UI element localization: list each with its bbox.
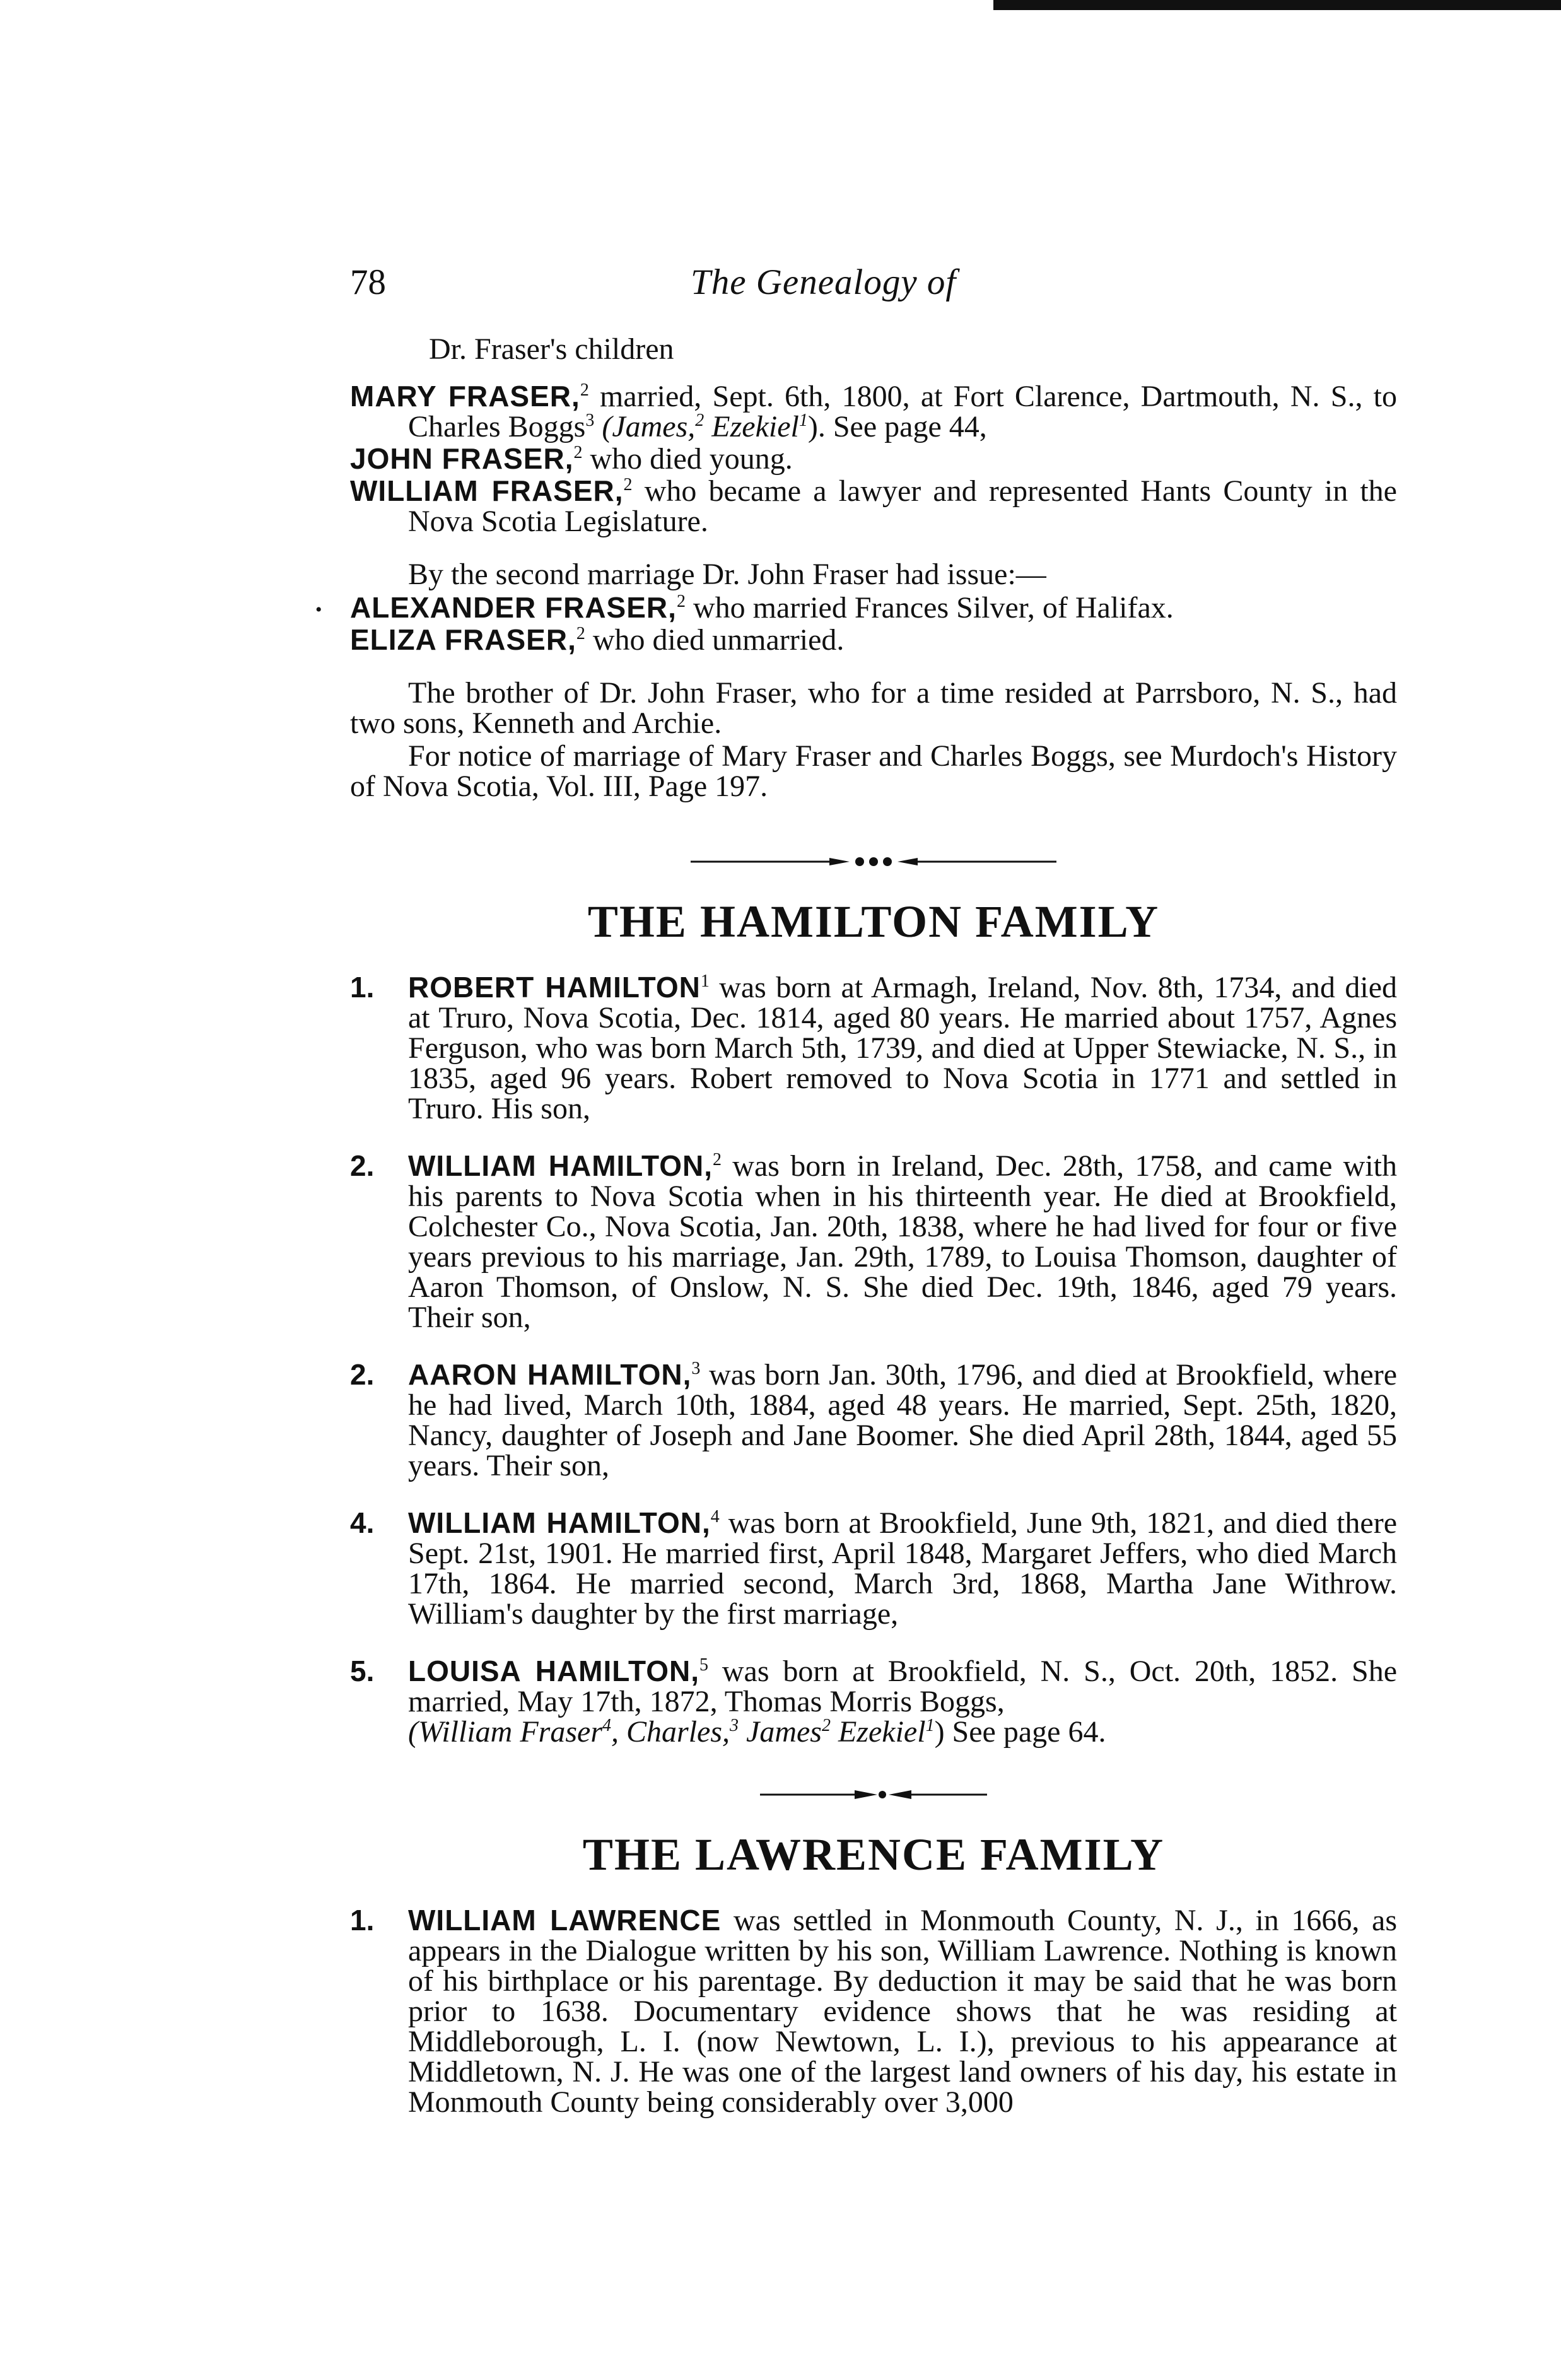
person-name: AARON HAMILTON, — [408, 1358, 692, 1391]
lineage-italic: (William Fraser — [408, 1715, 602, 1749]
entry-text: who married Frances Silver, of Halifax. — [685, 591, 1174, 624]
lineage-italic: (James, — [594, 410, 696, 443]
generation-sup: 1 — [925, 1716, 935, 1735]
entry-number: 1. — [350, 1904, 375, 1937]
page-body — [350, 328, 1397, 2144]
entry-text: was born Jan. 30th, 1796, and died at Brookfield, where he had lived, March 10th, 1884, aged 48 years. He married, Sept. 25th, 1820, Nancy, daughter of Joseph and Jane Boomer. She died April 28th, 1844, aged 55 years. Their son, — [408, 1358, 1397, 1482]
entry-text: who died unmarried. — [585, 623, 845, 657]
person-name: ELIZA FRASER, — [350, 623, 576, 656]
generation-sup: 3 — [691, 1359, 701, 1378]
hamilton-entry-william-2 — [350, 1508, 1397, 1629]
person-name: LOUISA HAMILTON, — [408, 1655, 700, 1687]
entry-text: was born at Armagh, Ireland, Nov. 8th, 1734, and died at Truro, Nova Scotia, Dec. 1814, aged 80 years. He married about 1757, Agnes Ferguson, who was born March 5th, 1739, and died at Upper Stewiacke, N. S., in 1835, aged 96 years. Robert removed to Nova Scotia in 1771 and settled in Truro. His son, — [408, 971, 1397, 1125]
section-ornament — [684, 1785, 1063, 1804]
generation-sup: 2 — [576, 624, 585, 643]
hamilton-entry-aaron — [350, 1359, 1397, 1481]
fraser-child-william — [350, 476, 1397, 537]
lawrence-family-title: THE LAWRENCE FAMILY — [582, 1829, 1165, 1880]
entry-text: was born at Brookfield, June 9th, 1821, and died there Sept. 21st, 1901. He married first, April 1848, Margaret Jeffers, who died March 17th, 1864. He married second, March 3rd, 1868, Martha Jane Withrow. William's daughter by the first marriage, — [408, 1506, 1397, 1631]
generation-sup: 2 — [821, 1716, 831, 1735]
generation-sup: 1 — [700, 971, 710, 991]
generation-sup: 2 — [580, 380, 589, 400]
entry-text: married, Sept. 6th, 1800, at Fort Clarence, Dartmouth, N. S., to Charles Boggs — [408, 380, 1397, 443]
brother-paragraph: The brother of Dr. John Fraser, who for a time resided at Parrsboro, N. S., had two sons, Kenneth and Archie. — [350, 676, 1397, 740]
entry-tail: ). See page 44, — [807, 410, 987, 443]
person-name: WILLIAM FRASER, — [350, 474, 624, 507]
entry-number: 1. — [350, 971, 375, 1004]
entry-number: 2. — [350, 1358, 375, 1391]
generation-sup: 2 — [623, 475, 633, 495]
fraser-child-john — [350, 443, 1397, 474]
person-name: WILLIAM HAMILTON, — [408, 1506, 711, 1539]
lineage-italic: Ezekiel — [704, 410, 799, 443]
entry-text: who became a lawyer and represented Hants County in the Nova Scotia Legislature. — [408, 474, 1397, 538]
hamilton-entry-louisa — [350, 1656, 1397, 1747]
entry-text: who died young. — [582, 442, 793, 476]
person-name: WILLIAM HAMILTON, — [408, 1149, 713, 1182]
person-name: JOHN FRASER, — [350, 442, 574, 475]
page-header — [350, 255, 1384, 312]
generation-sup: 2 — [676, 592, 686, 611]
generation-sup: 2 — [695, 411, 704, 430]
entry-text: was settled in Monmouth County, N. J., in 1666, as appears in the Dialogue written by his son, William Lawrence. Nothing is known of his birthplace or his parentage. By deduction it may be said that he was born prior to 1638. Documentary evidence shows that he was residing at Middleborough, L. I. (now Newtown, L. I.), previous to his appearance at Middletown, N. J. He was one of the largest land owners of his day, his estate in Monmouth County being considerably over 3,000 — [408, 1904, 1397, 2119]
person-name: ALEXANDER FRASER, — [350, 591, 677, 624]
lineage-italic: , Charles, — [611, 1715, 730, 1749]
lawrence-entry-william — [350, 1905, 1397, 2118]
hamilton-family-title: THE HAMILTON FAMILY — [587, 896, 1160, 947]
page-number: 78 — [350, 262, 386, 302]
entry-number: 5. — [350, 1655, 375, 1687]
entry-number: 2. — [350, 1149, 375, 1182]
generation-sup: 4 — [710, 1507, 720, 1527]
lineage-italic: Ezekiel — [830, 1715, 926, 1749]
generation-sup: 3 — [585, 411, 595, 430]
entry-text: was born in Ireland, Dec. 28th, 1758, and came with his parents to Nova Scotia when in his thirteenth year. He died at Brookfield, Colchester Co., Nova Scotia, Jan. 20th, 1838, where he had lived for four or five years previous to his marriage, Jan. 29th, 1789, to Louisa Thomson, daughter of Aaron Thomson, of Onslow, N. S. She died Dec. 19th, 1846, aged 79 years. Their son, — [408, 1149, 1397, 1334]
lineage-italic: James — [739, 1715, 822, 1749]
hamilton-entry-william — [350, 1151, 1397, 1333]
entry-tail: ) See page 64. — [934, 1715, 1106, 1749]
generation-sup: 4 — [602, 1716, 611, 1735]
second-marriage-line: By the second marriage Dr. John Fraser had issue:— — [408, 558, 1046, 591]
entry-text: was born at Brookfield, N. S., Oct. 20th, 1852. She married, May 17th, 1872, Thomas Morris Boggs, — [408, 1655, 1398, 1718]
person-name: WILLIAM LAWRENCE — [408, 1904, 722, 1937]
section-ornament — [684, 852, 1063, 871]
generation-sup: 1 — [798, 411, 808, 430]
fraser-child-eliza — [350, 624, 1397, 655]
bullet-mark: • — [315, 599, 322, 620]
entry-number: 4. — [350, 1506, 375, 1539]
hamilton-entry-robert — [350, 972, 1397, 1124]
fraser-intro: Dr. Fraser's children — [429, 332, 674, 366]
generation-sup: 5 — [699, 1655, 709, 1675]
fraser-child-alexander — [350, 592, 1397, 623]
person-name: MARY FRASER, — [350, 380, 580, 413]
generation-sup: 2 — [573, 443, 583, 462]
running-head: The Genealogy of — [691, 262, 957, 302]
person-name: ROBERT HAMILTON — [408, 971, 701, 1004]
generation-sup: 3 — [730, 1716, 739, 1735]
notice-paragraph: For notice of marriage of Mary Fraser and Charles Boggs, see Murdoch's History of Nova Scotia, Vol. III, Page 197. — [350, 739, 1397, 803]
generation-sup: 2 — [713, 1150, 722, 1169]
fraser-child-mary — [350, 381, 1397, 442]
